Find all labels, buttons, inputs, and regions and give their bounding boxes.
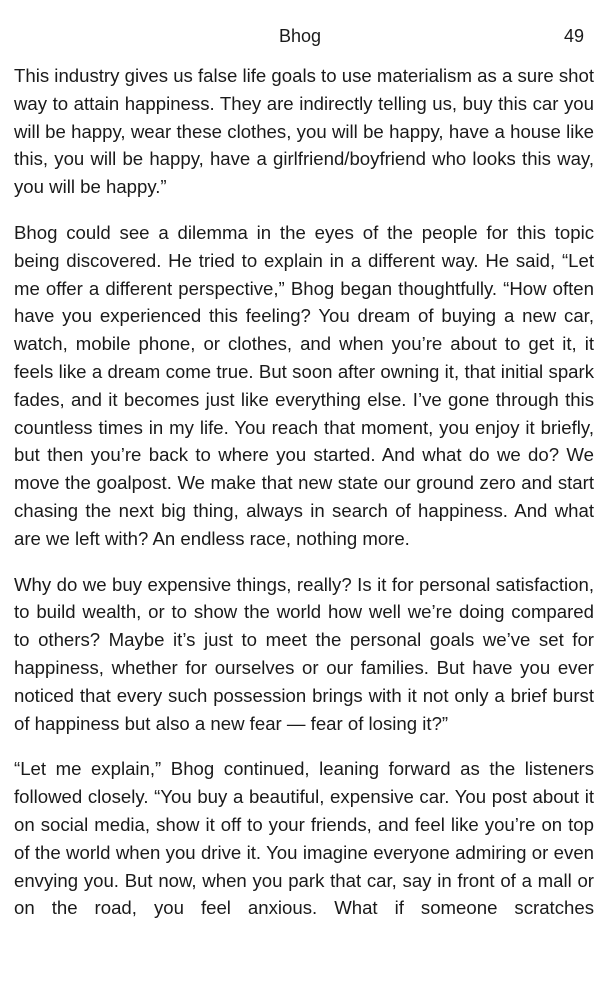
paragraph-1: This industry gives us false life goals to use materialism as a sure shot way to attain happiness. They are indirectly telling us, buy this car you will be happy, wear these clothes, you will be happy, have a house like this, you will be happy, have a girlfriend/boyfriend who looks this way, you will be happy.”: [14, 65, 594, 198]
page-number: 49: [563, 26, 584, 46]
running-head: [14, 24, 586, 48]
paragraph-4: “Let me explain,” Bhog continued, leaning forward as the listeners followed closely. “You buy a beautiful, expensive car. You post about it on social media, show it off to your friends, and feel like you’re on top of the world when you drive it. You imagine everyone admiring or even envying you. But now, when you park that car, say in front of a mall or on the road, you feel anxious. What if someone scratches: [14, 758, 594, 919]
paragraph-2: Bhog could see a dilemma in the eyes of the people for this topic being discovered. He tried to explain in a different way. He said, “Let me offer a different perspective,” Bhog began thoughtfully. “How often have you experienced this feeling? You dream of buying a new car, watch, mobile phone, or clothes, and when you’re about to get it, it feels like a dream come true. But soon after owning it, that initial spark fades, and it becomes just like everything else. I’ve gone through this countless times in my life. You reach that moment, you enjoy it briefly, but then you’re back to where you started. And what do we do? We move the goalpost. We make that new state our ground zero and start chasing the next big thing, always in search of happiness. And what are we left with? An endless race, nothing more.: [14, 221, 594, 549]
running-title: Bhog: [278, 26, 322, 46]
paragraph-3: Why do we buy expensive things, really? Is it for personal satisfaction, to build wealth, or to show the world how well we’re doing compared to others? Maybe it’s just to meet the personal goals we’ve set for happiness, whether for ourselves or our families. But have you ever noticed that every such possession brings with it not only a brief burst of happiness but also a new fear — fear of losing it?”: [14, 573, 594, 734]
body-text: [14, 62, 594, 922]
